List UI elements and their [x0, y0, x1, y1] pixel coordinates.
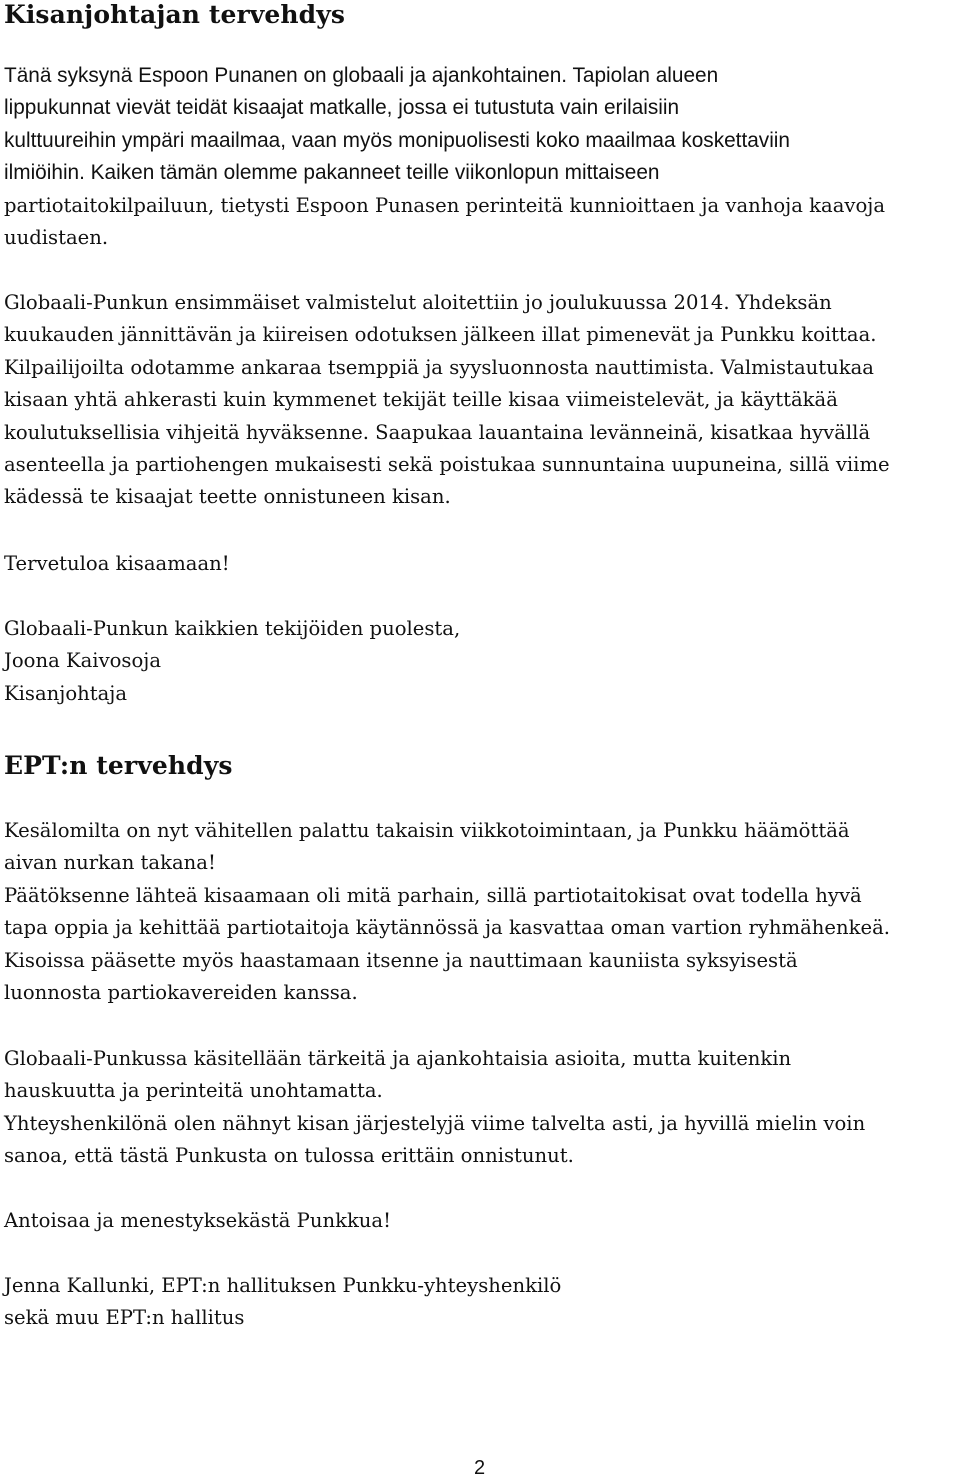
heading-ept-tervehdys: EPT:n tervehdys — [4, 751, 233, 780]
text-line: hauskuutta ja perinteitä unohtamatta. — [4, 1079, 383, 1103]
text-line: sekä muu EPT:n hallitus — [4, 1306, 245, 1330]
paragraph-ept-content — [4, 1043, 958, 1173]
text-line: Yhteyshenkilönä olen nähnyt kisan järjestelyjä viime talvelta asti, ja hyvillä mielin voin — [4, 1111, 866, 1135]
text-fragment: ilmiöihin. — [4, 161, 85, 185]
text-line: sanoa, että tästä Punkusta on tulossa erittäin onnistunut. — [4, 1144, 574, 1168]
text-line: asenteella ja partiohengen mukaisesti sekä poistukaa sunnuntaina uupuneina, sillä viime — [4, 453, 890, 477]
text-line: Globaali-Punkun kaikkien tekijöiden puolesta, — [4, 617, 461, 640]
heading-kisanjohtajan-tervehdys: Kisanjohtajan tervehdys — [4, 0, 346, 29]
text-line-mixed — [4, 157, 958, 189]
paragraph-welcome — [4, 548, 958, 580]
text-line: Kilpailijoilta odotamme ankaraa tsemppiä ja syysluonnosta nauttimista. Valmistautukaa — [4, 355, 874, 379]
signer-name: Jenna Kallunki, EPT:n hallituksen Punkku-yhteyshenkilö — [4, 1274, 562, 1297]
text-line: tapa oppia ja kehittää partiotaitoja käytännössä ja kasvattaa oman vartion ryhmähenkeä. — [4, 916, 891, 940]
paragraph-preparations — [4, 287, 958, 514]
text-line: Globaali-Punkussa käsitellään tärkeitä ja ajankohtaisia asioita, mutta kuitenkin — [4, 1047, 792, 1070]
text-line: partiotaitokilpailuun, tietysti Espoon Punasen perinteitä kunnioittaen ja vanhoja kaavoja — [4, 193, 886, 217]
text-line: Globaali-Punkun ensimmäiset valmistelut aloitettiin jo joulukuussa 2014. Yhdeksän — [4, 291, 832, 314]
text-line: Päätöksenne lähteä kisaamaan oli mitä parhain, sillä partiotaitokisat ovat todella hyvä — [4, 883, 862, 907]
signer-title: Kisanjohtaja — [4, 681, 128, 705]
signer-name: Joona Kaivosoja — [4, 649, 162, 673]
text-line: uudistaen. — [4, 226, 109, 250]
page-number: 2 — [474, 1457, 486, 1479]
text-line: luonnosta partiokavereiden kanssa. — [4, 981, 358, 1005]
text-line: koulutuksellisia vihjeitä hyväksenne. Saapukaa lauantaina levänneinä, kisatkaa hyvällä — [4, 420, 871, 444]
text-line: kädessä te kisaajat teette onnistuneen kisan. — [4, 485, 451, 509]
text-line: Tänä syksynä Espoon Punanen on globaali ja ajankohtainen. Tapiolan alueen — [4, 64, 719, 87]
paragraph-ept-wishes — [4, 1205, 958, 1237]
text-line: Antoisaa ja menestyksekästä Punkkua! — [4, 1209, 391, 1232]
signature-block-ept — [4, 1270, 958, 1335]
text-line: aivan nurkan takana! — [4, 851, 216, 875]
text-line: Tervetuloa kisaamaan! — [4, 552, 230, 575]
text-line: Kesälomilta on nyt vähitellen palattu takaisin viikkotoimintaan, ja Punkku häämöttää — [4, 819, 850, 842]
text-line: kuukauden jännittävän ja kiireisen odotuksen jälkeen illat pimenevät ja Punkku koittaa. — [4, 323, 877, 347]
paragraph-ept-intro — [4, 815, 958, 1009]
paragraph-intro — [4, 60, 958, 254]
text-line: Kisoissa pääsette myös haastamaan itsenne ja nauttimaan kauniista syksyisestä — [4, 948, 798, 972]
signature-block-kisanjohtaja — [4, 613, 958, 710]
text-line: lippukunnat vievät teidät kisaajat matkalle, jossa ei tutustuta vain erilaisiin — [4, 96, 680, 120]
text-line: kisaan yhtä ahkerasti kuin kymmenet tekijät teille kisaa viimeistelevät, ja käyttäkää — [4, 388, 838, 412]
text-fragment: Kaiken tämän olemme pakanneet teille viikonlopun mittaiseen — [84, 161, 660, 185]
text-line: kulttuureihin ympäri maailmaa, vaan myös monipuolisesti koko maailmaa koskettaviin — [4, 128, 790, 152]
